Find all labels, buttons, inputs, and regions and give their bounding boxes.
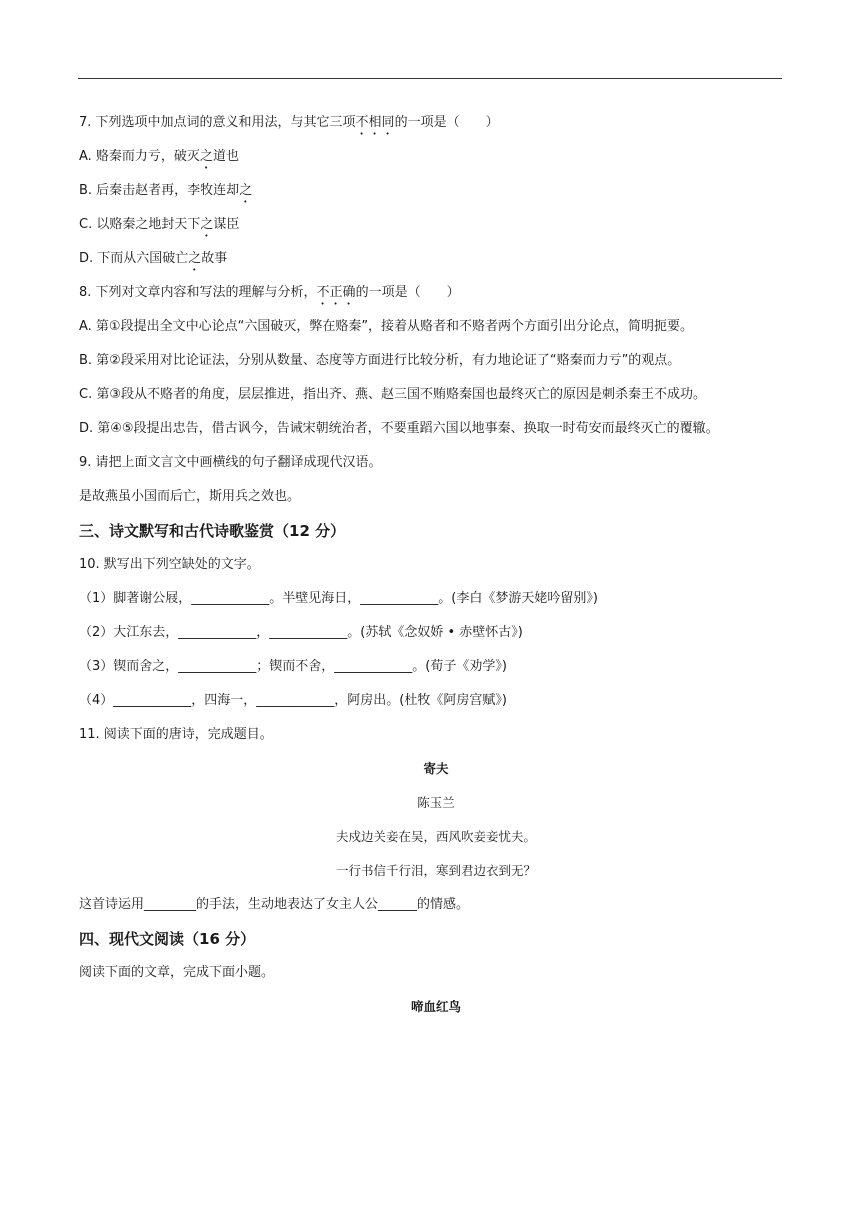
reading-title: 啼血红鸟 (410, 999, 461, 1014)
question-text-end: 的情感。 (417, 897, 470, 912)
q11-stem: 11. 阅读下面的唐诗，完成题目。 (79, 727, 273, 742)
dotted-word: 之 (199, 149, 213, 164)
option-text: D. 下而从六国破亡 (79, 251, 189, 266)
q8-option-c: C. 第③段从不赂者的角度，层层推进，指出齐、燕、赵三国不贿赂秦国也最终灭亡的原因是刺杀秦王不成功。 (79, 387, 706, 402)
q11-question (79, 888, 783, 922)
dotted-word: 之 (239, 183, 253, 198)
poem-author: 陈玉兰 (417, 795, 455, 810)
poem-line-1: 夫戍边关妾在吴，西风吹妾妾忧夫。 (335, 829, 536, 844)
dotted-word: 之 (188, 251, 202, 266)
q8-option-a: A. 第①段提出全文中心论点“六国破灭，弊在赂秦”，接着从赂者和不赂者两个方面引出分论点，简明扼要。 (79, 319, 694, 334)
fill-blank: ____________ (334, 659, 413, 674)
section-3-heading: 三、诗文默写和古代诗歌鉴赏（12 分） (79, 522, 346, 540)
item-text: （3）锲而舍之， (79, 659, 179, 674)
question-text: 的手法，生动地表达了女主人公 (196, 897, 379, 912)
fill-blank: ____________ (360, 591, 439, 606)
header-rule (78, 78, 782, 79)
fill-blank: ______ (378, 897, 418, 912)
q10-item-2 (79, 616, 783, 650)
fill-blank: ____________ (113, 693, 192, 708)
item-text: （2）大江东去， (79, 625, 179, 640)
poem-line-2: 一行书信千行泪，寒到君边衣到无？ (335, 863, 536, 878)
q8-stem-end: 的一项是（ ） (355, 285, 460, 300)
q10-stem: 10. 默写出下列空缺处的文字。 (79, 557, 260, 572)
item-text: ，四海一， (191, 693, 257, 708)
fill-blank: ________ (144, 897, 197, 912)
item-text: ， (256, 625, 270, 640)
q9-stem: 9. 请把上面文言文中画横线的句子翻译成现代汉语。 (79, 455, 382, 470)
item-text: （4） (79, 693, 114, 708)
item-text: ；锲而不舍， (256, 659, 335, 674)
q8-option-d: D. 第④⑤段提出忠告，借古讽今，告诫宋朝统治者，不要重蹈六国以地事秦、换取一时苟安而最终灭亡的覆辙。 (79, 421, 719, 436)
item-source: 。(苏轼《念奴娇 • 赤壁怀古》) (347, 625, 523, 640)
fill-blank: ____________ (269, 625, 348, 640)
item-source: 。(荀子《劝学》) (412, 659, 507, 674)
option-text: B. 后秦击赵者再，李牧连却 (79, 183, 240, 198)
q8-stem-text: 8. 下列对文章内容和写法的理解与分析， (79, 285, 317, 300)
exam-page (79, 106, 783, 1024)
item-text: 。半壁见海日， (269, 591, 361, 606)
item-source: ，阿房出。(杜牧《阿房宫赋》) (334, 693, 507, 708)
fill-blank: ____________ (178, 659, 257, 674)
section-4-heading: 四、现代文阅读（16 分） (79, 930, 256, 948)
fill-blank: ____________ (256, 693, 335, 708)
q7-option-c (79, 208, 783, 242)
q10-item-3 (79, 650, 783, 684)
fill-blank: ____________ (178, 625, 257, 640)
dotted-word: 之 (200, 217, 214, 232)
option-text: C. 以赂秦之地封天下 (79, 217, 201, 232)
q8-emphasis: 不正确 (316, 285, 356, 300)
q10-item-4 (79, 684, 783, 718)
q8-option-b: B. 第②段采用对比论证法，分别从数量、态度等方面进行比较分析，有力地论证了“赂秦而力亏”的观点。 (79, 353, 681, 368)
item-source: 。(李白《梦游天姥吟留别》) (438, 591, 598, 606)
q7-stem-end: 的一项是（ ） (394, 115, 499, 130)
q7-stem (79, 106, 783, 140)
question-text: 这首诗运用 (79, 897, 145, 912)
q9-sentence: 是故燕虽小国而后亡，斯用兵之效也。 (79, 489, 301, 504)
option-text-end: 谋臣 (213, 217, 240, 232)
q7-option-a (79, 140, 783, 174)
option-text: A. 赂秦而力亏，破灭 (79, 149, 200, 164)
option-text-end: 故事 (201, 251, 228, 266)
q7-stem-text: 7. 下列选项中加点词的意义和用法，与其它三项 (79, 115, 356, 130)
q7-option-b (79, 174, 783, 208)
option-text-end: 道也 (212, 149, 239, 164)
reading-intro: 阅读下面的文章，完成下面小题。 (79, 965, 275, 980)
item-text: （1）脚著谢公屐， (79, 591, 192, 606)
q7-option-d (79, 242, 783, 276)
poem-title: 寄夫 (423, 761, 449, 776)
q8-stem (79, 276, 783, 310)
q7-emphasis: 不相同 (355, 115, 395, 130)
fill-blank: ____________ (191, 591, 270, 606)
q10-item-1 (79, 582, 783, 616)
